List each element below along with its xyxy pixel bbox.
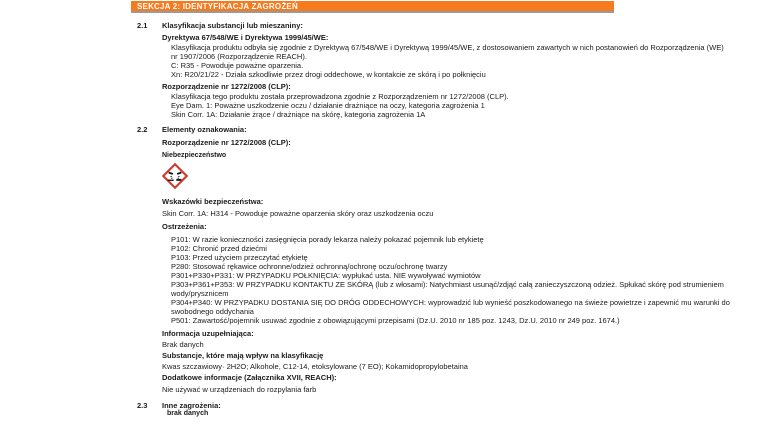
p-statement-p103: P103: Przed użyciem przeczytać etykietę [171, 253, 308, 262]
clp-class-skin-corr: Skin Corr. 1A: Działanie żrące / drażniące na skórę, kategoria zagrożenia 1A [171, 110, 426, 119]
section-2-1 [131, 21, 762, 119]
p-statement-p280: P280: Stosować rękawice ochronne/odzież ochronną/ochronę oczu/ochronę twarzy [171, 262, 448, 271]
p-statement-p101: P101: W razie konieczności zasięgnięcia porady lekarza należy pokazać pojemnik lub etykietę [171, 235, 484, 244]
additional-info-heading: Dodatkowe informacje (Załącznika XVII, REACH): [162, 373, 337, 382]
section-2-3-title: Inne zagrożenia: [162, 401, 221, 410]
hazard-statement-h314: Skin Corr. 1A: H314 - Powoduje poważne oparzenia skóry oraz uszkodzenia oczu [162, 209, 434, 218]
section-2-3-value: brak danych [167, 410, 209, 417]
warnings-heading: Ostrzeżenia: [162, 222, 207, 231]
classification-line-xn: Xn: R20/21/22 - Działa szkodliwie przez drogi oddechowe, w kontakcie ze skórą i po połknięciu [171, 70, 486, 79]
precautionary-heading: Wskazówki bezpieczeństwa: [162, 197, 264, 206]
section-2-3-number: 2.3 [137, 401, 148, 410]
clp-paragraph: Klasyfikacja tego produktu została przeprowadzona zgodnie z Rozporządzeniem nr 1272/2008 (CLP). [171, 92, 509, 101]
section-header-title: SEKCJA 2: IDENTYFIKACJA ZAGROŻEŃ [137, 2, 298, 11]
section-2-1-number: 2.1 [137, 21, 148, 30]
substances-heading: Substancje, które mają wpływ na klasyfikację [162, 351, 324, 360]
section-2-1-title: Klasyfikacja substancji lub mieszaniny: [162, 21, 303, 30]
section-2-2-number: 2.2 [137, 125, 148, 134]
p-statements-list [162, 235, 762, 325]
p-statement-p501: P501: Zawartość/pojemnik usuwać zgodnie z obowiązującymi przepisami (Dz.U. 2010 nr 185 poz. 1243, Dz.U. 2010 nr 249 poz. 1674.) [171, 316, 620, 325]
directive-heading: Dyrektywa 67/548/WE i Dyrektywa 1999/45/WE: [162, 33, 329, 42]
p-statement-p303: P303+P361+P353: W PRZYPADKU KONTAKTU ZE SKÓRĄ (lub z włosami): Natychmiast usunąć/zdjąć całą zanieczyszczoną odzież. Spłukać skórę pod strumieniem wody/prysznicem [171, 280, 724, 298]
additional-info-value: Nie używać w urządzeniach do rozpylania farb [162, 385, 317, 394]
p-statement-p102: P102: Chronić przed dziećmi [171, 244, 267, 253]
substances-value: Kwas szczawiowy· 2H2O; Alkohole, C12-14, etoksylowane (7 EO); Kokamidopropylobetaina [162, 362, 468, 371]
directive-paragraph: Klasyfikacja produktu odbyła się zgodnie z Dyrektywą 67/548/WE i Dyrektywą 1999/45/WE, z dostosowaniem zawartych w nich postanowień do Rozporządzenia (WE) nr 1907/2006 (Rozporządzenie REACH). [171, 43, 724, 61]
supplementary-heading: Informacja uzupełniająca: [162, 329, 254, 338]
supplementary-value: Brak danych [162, 340, 204, 349]
section-2-2 [131, 125, 762, 394]
signal-word: Niebezpieczeństwo [162, 152, 227, 159]
section-2-3 [131, 401, 762, 418]
section-2-2-title: Elementy oznakowania: [162, 125, 247, 134]
p-statement-p304: P304+P340: W PRZYPADKU DOSTANIA SIĘ DO DRÓG ODDECHOWYCH: wyprowadzić lub wynieść poszkodowanego na świeże powietrze i zapewnić mu warunki do swobodnego oddychania [171, 298, 730, 316]
ghs05-corrosion-pictogram-icon [162, 163, 188, 189]
labelling-clp-heading: Rozporządzenie nr 1272/2008 (CLP): [162, 138, 291, 147]
clp-regulation-heading: Rozporządzenie nr 1272/2008 (CLP): [162, 82, 291, 91]
section-header-bar [131, 1, 614, 13]
p-statement-p301: P301+P330+P331: W PRZYPADKU POŁKNIĘCIA: wypłukać usta. NIE wywoływać wymiotów [171, 271, 481, 280]
clp-class-eye-dam: Eye Dam. 1: Poważne uszkodzenie oczu / działanie drażniące na oczy, kategoria zagrożenia 1 [171, 101, 485, 110]
classification-line-c: C: R35 - Powoduje poważne oparzenia. [171, 61, 304, 70]
